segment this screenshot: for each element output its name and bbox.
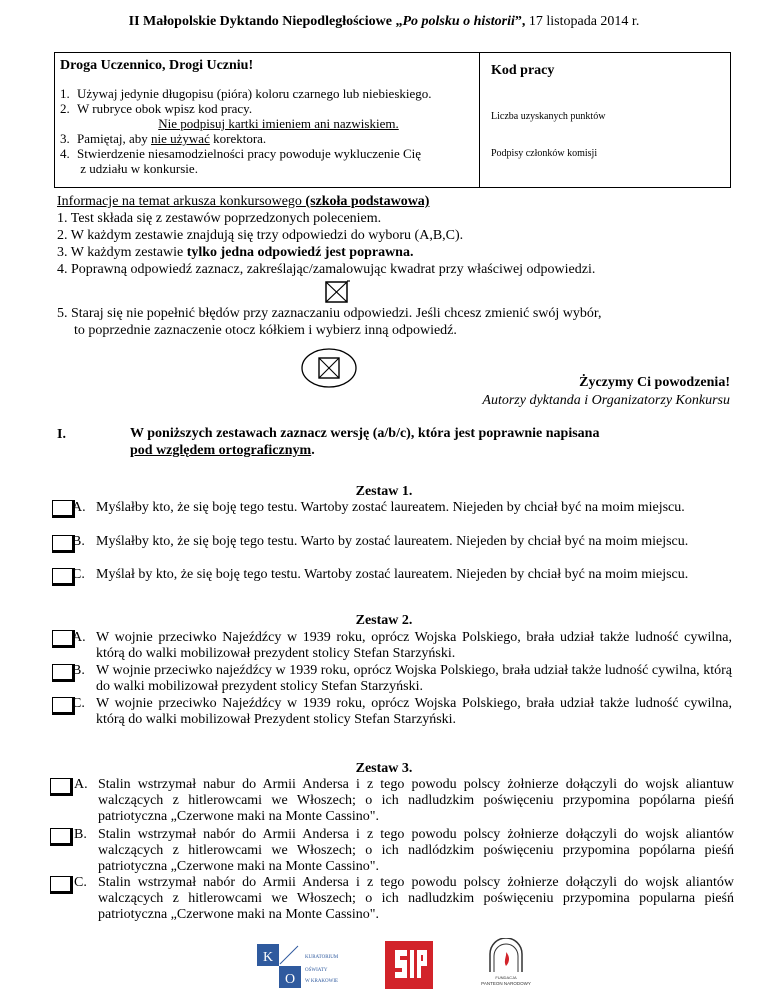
svg-text:PANTEON NARODOWY: PANTEON NARODOWY — [481, 981, 531, 986]
set-1-option-c[interactable]: C. Myślał by kto, że się boję tego testu. Wartoby zostać laureatem. Niejeden by chciał być na moim miejscu. — [72, 567, 689, 582]
set-3-option-b-checkbox[interactable] — [50, 828, 73, 846]
document-title: II Małopolskie Dyktando Niepodległościowe „Po polsku o historii”, 17 listopada 2014 r. — [128, 14, 640, 29]
rules-list — [60, 86, 480, 176]
svg-text:O: O — [284, 972, 296, 987]
sip-logo — [385, 941, 433, 989]
kuratorium-logo — [257, 944, 339, 988]
rule-2: 2. W rubryce obok wpisz kod pracy. Nie podpisuj kartki imieniem ani nazwiskiem. — [60, 101, 399, 131]
set-1-option-b[interactable]: B. Myślałby kto, że się boję tego testu. Warto by zostać laureatem. Niejeden by chciał być na moim miejscu. — [72, 534, 689, 549]
circled-box-example-icon — [300, 347, 358, 389]
set-3-option-a[interactable]: A. Stalin wstrzymał nabur do Armii Andersa i z tego powodu polscy żołnierze dołączyli do wojsk aliantuw walczących z hitlerowcami we Włoszech; o ich nadludzkim poświęceniu przypomina popólarna pieśń patriotyczna „Czerwone maki na Monte Cassino". — [74, 777, 734, 824]
info-heading: Informacje na temat arkusza konkursowego (szkoła podstawowa) — [57, 194, 430, 209]
sponsor-logos — [0, 938, 768, 994]
set-2-option-c[interactable]: C. W wojnie przeciwko Najeźdźcy w 1939 roku, oprócz Wojska Polskiego, brała udział także ludność cywilna, którą do walki mobilizował Prezydent stolicy Stefan Starzyński. — [72, 696, 732, 727]
set-3-option-a-checkbox[interactable] — [50, 778, 73, 796]
info-item-4: 4. Poprawną odpowiedź zaznacz, zakreślając/zamalowując kwadrat przy właściwej odpowiedzi. — [57, 262, 596, 277]
section-number: I. — [57, 427, 66, 442]
wishes: Życzymy Ci powodzenia! Autorzy dyktanda i Organizatorzy Konkursu — [482, 375, 730, 408]
set-1-title: Zestaw 1. — [355, 484, 413, 499]
info-section — [57, 193, 737, 278]
set-3-option-b[interactable]: B. Stalin wstrzymał nabór do Armii Andersa i z tego powodu polscy żołnierze dołączyli do wojsk aliantów walczących z hitlerowcami we Włoszech; o ich nadlódzkim poświęceniu przypomina popólarna pieśń patriotyczna „Czerwone maki na Monte Cassino". — [74, 827, 734, 874]
panteon-logo — [481, 938, 531, 986]
signatures-label: Podpisy członków komisji — [491, 148, 598, 159]
info-item-2: 2. W każdym zestawie znajdują się trzy odpowiedzi do wyboru (A,B,C). — [57, 228, 464, 243]
section-instruction: W poniższych zestawach zaznacz wersję (a/b/c), która jest poprawnie napisana pod względem ortograficznym. — [130, 426, 600, 458]
set-2-option-b[interactable]: B. W wojnie przeciwko najeźdźcy w 1939 roku, oprócz Wojska Polskiego, brała udział także ludność cywilna, którą do walki mobilizował prezydent stolicy Stefan Starzyński. — [72, 663, 732, 694]
set-1-option-a[interactable]: A. Myślałby kto, że się boję tego testu. Wartoby zostać laureatem. Niejeden by chciał być na moim miejscu. — [72, 500, 685, 515]
rule-4: 4. Stwierdzenie niesamodzielności pracy powoduje wykluczenie Cię z udziału w konkursie. — [60, 146, 422, 176]
info-item-3: 3. W każdym zestawie tylko jedna odpowiedź jest poprawna. — [57, 245, 414, 260]
info-item-1: 1. Test składa się z zestawów poprzedzonych poleceniem. — [57, 211, 382, 226]
rule-3: 3. Pamiętaj, aby nie używać korektora. — [60, 131, 267, 146]
set-3-title: Zestaw 3. — [355, 761, 413, 776]
svg-text:K: K — [262, 950, 274, 965]
set-3-option-c-checkbox[interactable] — [50, 876, 73, 894]
set-3-option-c[interactable]: C. Stalin wstrzymał nabór do Armii Andersa i z tego powodu polscy żołnierze dołączyli do wojsk aliantów walczących z hitlerowcami we Włoszech; o ich nadludzkim poświęceniu przypomina popularna pieśń patriotyczna „Czerwone maki na Monte Cassino". — [74, 875, 734, 922]
code-label: Kod pracy — [491, 63, 555, 78]
set-2-option-a[interactable]: A. W wojnie przeciwko Najeźdźcy w 1939 roku, oprócz Wojska Polskiego, brała udział także ludność cywilna, którą do walki mobilizował prezydent stolicy Stefan Starzyński. — [72, 630, 732, 661]
info-item-5: 5. Staraj się nie popełnić błędów przy zaznaczaniu odpowiedzi. Jeśli chcesz zmienić swój wybór, to poprzednie zaznaczenie otocz kółkiem i wybierz inną odpowiedź. — [57, 306, 602, 338]
set-2-title: Zestaw 2. — [355, 613, 413, 628]
svg-text:W KRAKOWIE: W KRAKOWIE — [305, 979, 339, 984]
greeting: Droga Uczennico, Drogi Uczniu! — [60, 58, 254, 73]
points-label: Liczba uzyskanych punktów — [491, 111, 606, 122]
svg-text:KURATORIUM: KURATORIUM — [305, 955, 339, 960]
rule-1: 1. Używaj jedynie długopisu (pióra) koloru czarnego lub niebieskiego. — [60, 86, 432, 101]
svg-text:OŚWIATY: OŚWIATY — [305, 968, 328, 973]
checked-box-example-icon — [325, 280, 351, 304]
svg-text:FUNDACJA: FUNDACJA — [495, 975, 517, 980]
